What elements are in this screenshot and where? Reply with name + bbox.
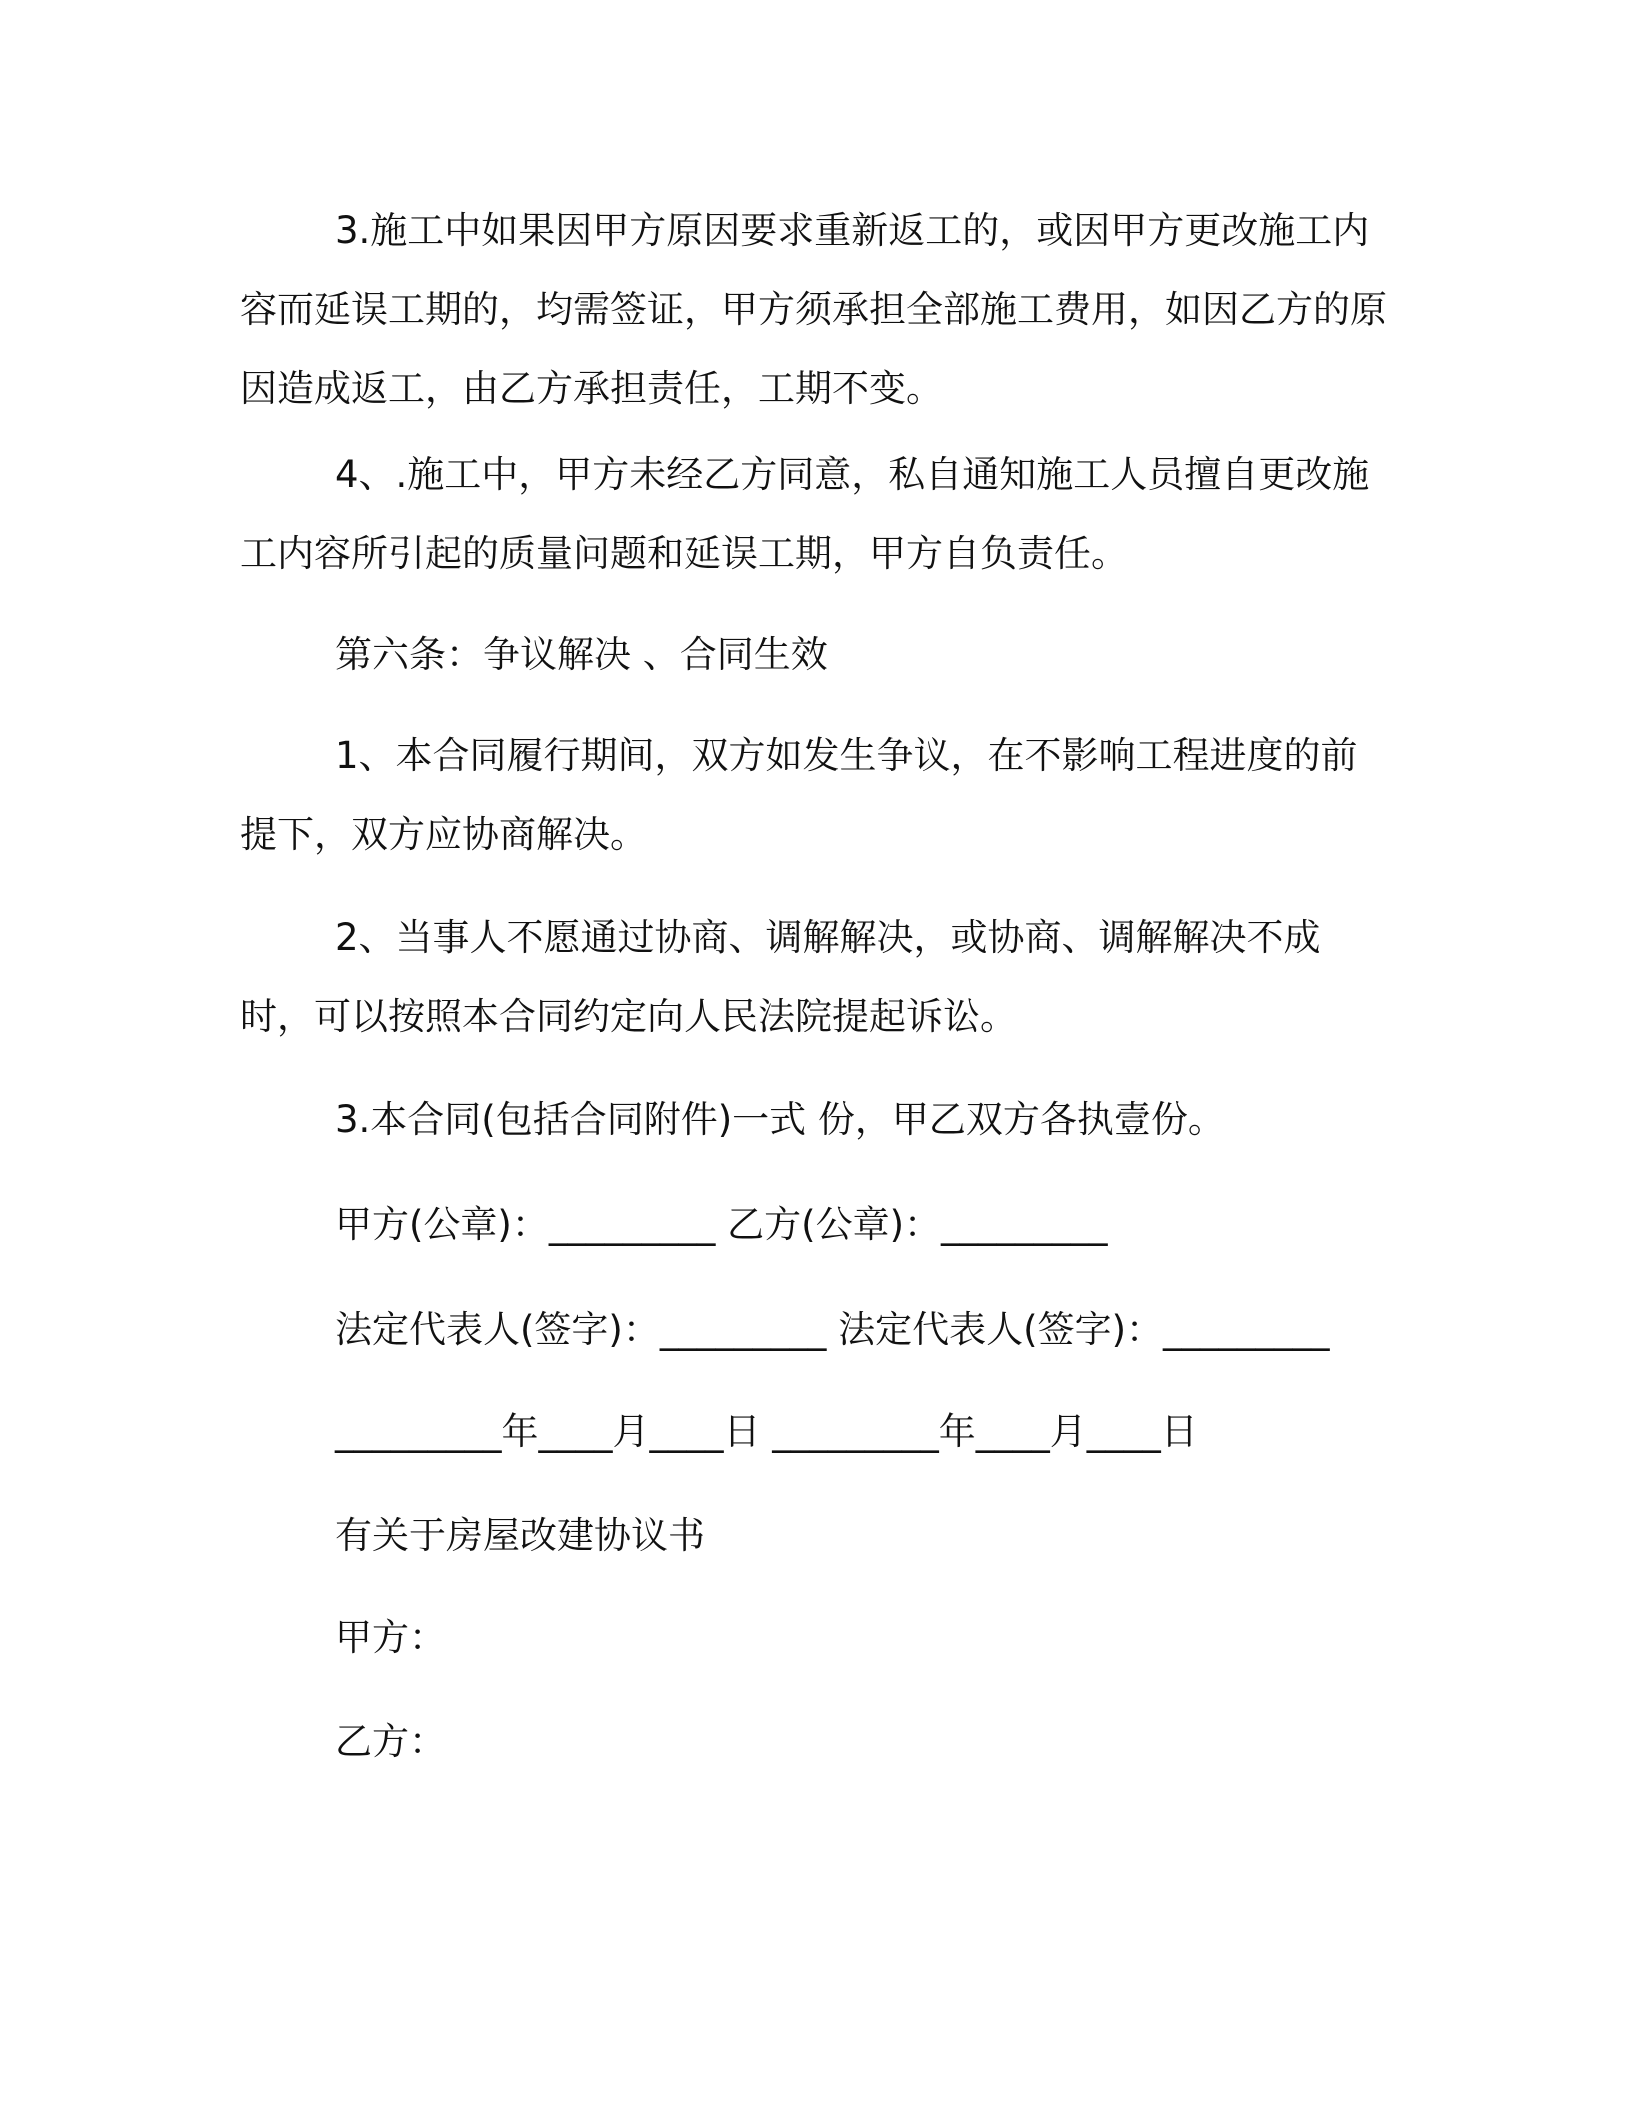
signature-representative-line: 法定代表人(签字)：_________ 法定代表人(签字)：_________: [335, 1308, 1330, 1351]
paragraph-litigation: 2、当事人不愿通过协商、调解解决，或协商、调解解决不成时，可以按照本合同约定向人民法院提起诉讼。: [240, 916, 1321, 1038]
agreement-title: 有关于房屋改建协议书: [335, 1514, 705, 1557]
signature-seal-line: 甲方(公章)：_________ 乙方(公章)：_________: [335, 1203, 1108, 1246]
signature-date-line: _________年____月____日 _________年____月____日: [335, 1410, 1198, 1453]
paragraph-unauthorized-change-clause: 4、.施工中，甲方未经乙方同意，私自通知施工人员擅自更改施工内容所引起的质量问题和延误工期，甲方自负责任。: [240, 453, 1370, 575]
paragraph-dispute-negotiation: 1、本合同履行期间，双方如发生争议，在不影响工程进度的前提下，双方应协商解决。: [240, 734, 1358, 856]
paragraph-rework-clause: 3.施工中如果因甲方原因要求重新返工的，或因甲方更改施工内容而延误工期的，均需签证，甲方须承担全部施工费用，如因乙方的原因造成返工，由乙方承担责任，工期不变。: [240, 209, 1387, 410]
section-heading-dispute: 第六条：争议解决 、合同生效: [335, 633, 828, 676]
party-a-label: 甲方：: [335, 1616, 446, 1659]
party-b-label: 乙方：: [335, 1720, 446, 1763]
paragraph-copies: 3.本合同(包括合同附件)一式 份，甲乙双方各执壹份。: [335, 1098, 1225, 1141]
